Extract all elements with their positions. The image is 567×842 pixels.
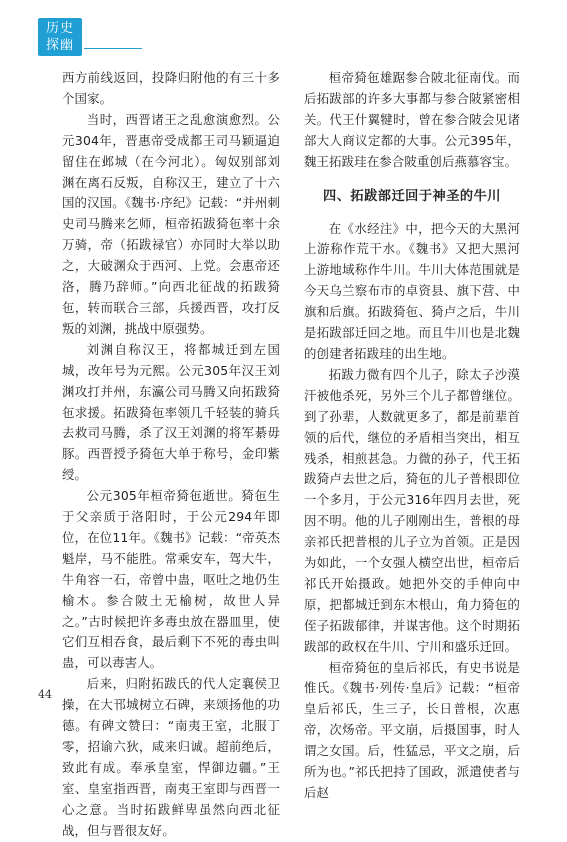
column-tag-line2: 探幽 xyxy=(45,38,74,53)
paragraph: 桓帝猗㐌雄踞参合陂北征南伐。而后拓跋部的许多大事都与参合陂紧密相关。代王什翼犍时，曾在参合陂会见诸部大人商议定都的大事。公元395年，魏王拓跋珪在参合陂重创后燕慕容宝。 xyxy=(304,70,520,169)
section-header xyxy=(38,18,150,56)
paragraph: 桓帝猗㐌的皇后祁氏，有史书说是惟氏。《魏书·列传·皇后》记载：“桓帝皇后祁氏，生三子，长日普根，次惠帝，次炀帝。平文崩，后摄国事，时人谓之女国。后，性猛忌，平文之崩，后所为也。”祁氏把持了国政，派遣使者与后赵 xyxy=(304,659,520,800)
section-title: 四、拓跋部迁回于神圣的牛川 xyxy=(323,188,501,204)
column-tag-line1: 历史 xyxy=(45,21,74,36)
paragraph: 西方前线返回，投降归附他的有三十多个国家。 xyxy=(62,70,280,106)
paragraph: 刘渊自称汉王，将都城迁到左国城，改年号为元熙。公元305年汉王刘渊攻打并州，东瀛公司马腾又向拓跋猗㐌求援。拓跋猗㐌率领几千轻装的骑兵去救司马腾，杀了汉王刘渊的将军綦毋豚。西晋授予猗㐌大单于称号，金印紫绶。 xyxy=(62,341,280,483)
page-number: 44 xyxy=(38,688,52,701)
paragraph: 拓跋力微有四个儿子，除太子沙漠汗被他杀死，另外三个儿子都曾继位。到了孙辈，人数就更多了，都是前辈首领的后代，继位的矛盾相当突出，相互残杀，相煎甚急。力微的孙子，代王拓跋猗卢去世之后，猗㐌的儿子普根即位一个多月，于公元316年四月去世，死因不明。他的儿子刚刚出生，普根的母亲祁氏把普根的儿子立为首领。正是因为如此，一个女强人横空出世，桓帝后祁氏开始摄政。她把外交的手伸向中原，把都城迁到东木根山，角力猗㐌的侄子拓跋郁律，并谋害他。这个时期拓跋部的政权在牛川、宁川和盛乐迁回。 xyxy=(304,366,520,654)
left-column xyxy=(62,68,280,842)
right-column xyxy=(304,68,520,804)
column-tag xyxy=(38,18,82,56)
header-rule xyxy=(84,48,142,49)
paragraph: 当时，西晋诸王之乱愈演愈烈。公元304年，晋惠帝受成都王司马颖逼迫留住在邺城（在今河北）。匈奴别部刘渊在离石反叛，自称汉王，建立了十六国的汉国。《魏书·序纪》记载：“并州刺史司马腾来乞师，桓帝拓跋猗㐌率十余万骑，帝（拓跋禄官）亦同时大举以助之，大破渊众于西河、上党。会惠帝还洛，腾乃辞师。”向西北征战的拓跋猗㐌，转而联合三部，兵援西晋，攻打反叛的刘渊，挑战中原强势。 xyxy=(62,111,280,336)
paragraph: 公元305年桓帝猗㐌逝世。猗㐌生于父亲质于洛阳时，于公元294年即位，在位11年。《魏书》记载：“帝英杰魁岸，马不能胜。常乘安车，驾大牛，牛角容一石，帝曾中蛊，呕吐之地仍生榆木。参合陂土无榆树，故世人异之。”古时候把许多毒虫放在器皿里，使它们互相吞食，最后剩下不死的毒虫叫蛊，可以毒害人。 xyxy=(62,488,280,671)
paragraph: 在《水经注》中，把今天的大黑河上游称作荒干水。《魏书》又把大黑河上游地域称作牛川。牛川大体范围就是今天乌兰察布市的卓资县、旗下营、中旗和后旗。拓跋猗㐌、猗卢之后，牛川是拓跋部迁回之地。而且牛川也是北魏的创建者拓跋珪的出生地。 xyxy=(304,220,520,361)
paragraph: 后来，归附拓跋氏的代人定襄侯卫操，在大邗城树立石碑，来颂扬他的功德。有碑文赞曰：“南夷王室，北服丁零，招谕六狄，咸来归诚。超前绝后，致此有成。奉承皇室，悍御边疆。”王室、皇室指西晋，南夷王室即与西晋一心之意。当时拓跋鲜卑虽然向西北征战，但与晋很友好。 xyxy=(62,676,280,838)
